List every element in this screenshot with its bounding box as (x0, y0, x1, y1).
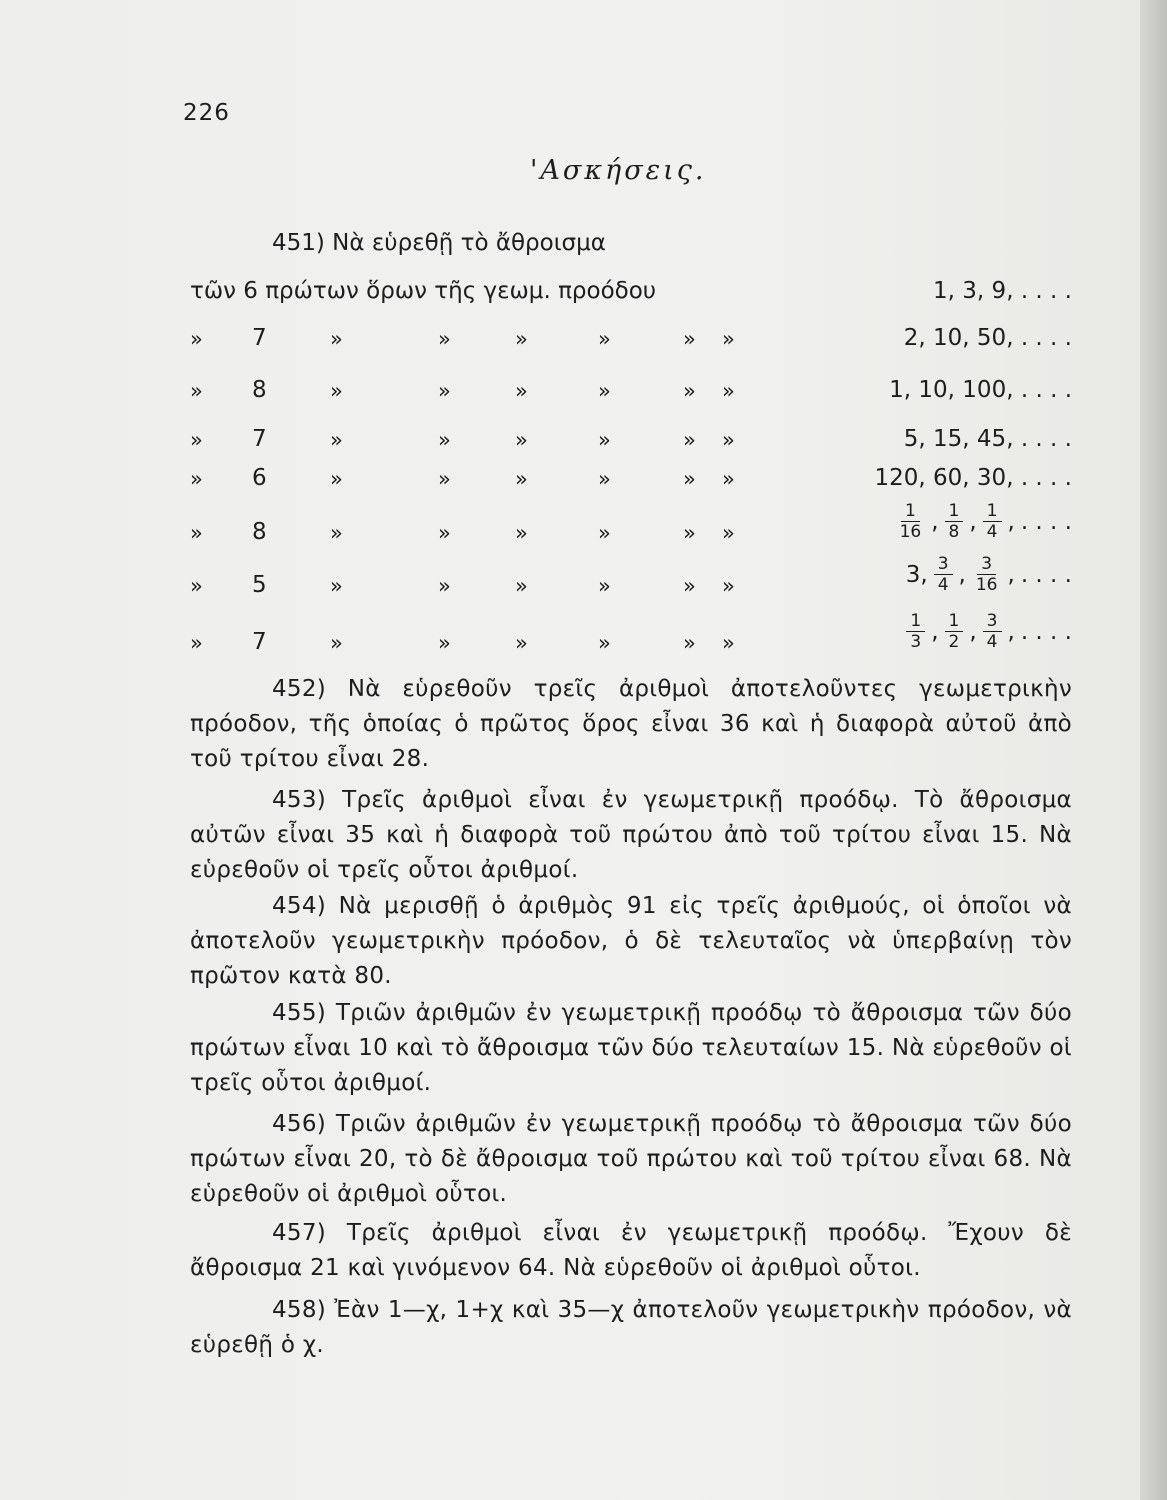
page-number: 226 (183, 100, 230, 126)
exercise-453-text: 453) Τρεῖς ἀριθμοὶ εἶναι ἐν γεωμετρικῇ προόδῳ. Τὸ ἄθροισμα αὐτῶν εἶναι 35 καὶ ἡ διαφορὰ τοῦ πρώτου ἀπὸ τοῦ τρίτου εἶναι 15. Νὰ εὑρεθοῦν οἱ τρεῖς οὗτοι ἀριθμοί. (190, 787, 1072, 883)
ditto-mark: » (598, 521, 611, 545)
exercise-451-first-line: τῶν 6 πρώτων ὅρων τῆς γεωμ. προόδου (190, 278, 657, 304)
ditto-mark: » (190, 428, 203, 452)
exercise-458 (190, 1293, 1072, 1363)
fraction-denominator: 3 (910, 632, 922, 652)
ditto-mark: » (683, 379, 696, 403)
row-term-count: 7 (252, 629, 267, 655)
ditto-mark: » (438, 467, 451, 491)
ditto-mark: » (438, 574, 451, 598)
exercise-455-text: 455) Τριῶν ἀριθμῶν ἐν γεωμετρικῇ προόδῳ τὸ ἄθροισμα τῶν δύο πρώτων εἶναι 10 καὶ τὸ ἄθροισμα τῶν δύο τελευταίων 15. Νὰ εὑρεθοῦν οἱ τρεῖς οὗτοι ἀριθμοί. (190, 1000, 1072, 1096)
progression-fraction-values (896, 501, 1072, 542)
progression-fraction-values (906, 554, 1072, 595)
fraction (972, 554, 1002, 595)
comma: , (969, 508, 977, 535)
comma: , (1007, 561, 1015, 588)
exercise-453 (190, 783, 1072, 888)
ditto-mark: » (330, 379, 343, 403)
fraction-numerator: 1 (983, 501, 1002, 522)
ditto-mark: » (330, 574, 343, 598)
fraction-numerator: 1 (906, 611, 925, 632)
ditto-mark: » (190, 467, 203, 491)
ditto-mark: » (190, 327, 203, 351)
exercise-452-text: 452) Νὰ εὑρεθοῦν τρεῖς ἀριθμοὶ ἀποτελοῦντες γεωμετρικὴν πρόοδον, τῆς ὁποίας ὁ πρῶτος ὅρος εἶναι 36 καὶ ἡ διαφορὰ αὐτοῦ ἀπὸ τοῦ τρίτου εἶναι 28. (190, 676, 1072, 772)
fraction-denominator: 16 (975, 575, 998, 595)
exercise-454 (190, 889, 1072, 994)
ditto-mark: » (330, 521, 343, 545)
section-title: 'Ασκήσεις. (530, 155, 707, 186)
exercise-456 (190, 1107, 1072, 1212)
ditto-mark: » (722, 574, 735, 598)
row-term-count: 7 (252, 426, 267, 452)
ditto-mark: » (515, 521, 528, 545)
comma: , (958, 561, 966, 588)
exercise-451-first-values: 1, 3, 9, . . . . (933, 278, 1072, 304)
fraction-denominator: 16 (899, 522, 922, 542)
fraction (906, 611, 925, 652)
page-edge-shadow (1140, 0, 1167, 1500)
ditto-mark: » (438, 428, 451, 452)
row-term-count: 7 (252, 325, 267, 351)
fraction-denominator: 8 (948, 522, 960, 542)
ditto-mark: » (515, 379, 528, 403)
comma: , (1007, 508, 1015, 535)
ditto-mark: » (683, 521, 696, 545)
ditto-mark: » (515, 574, 528, 598)
exercise-457 (190, 1216, 1072, 1286)
comma: , (931, 508, 939, 535)
ditto-mark: » (515, 467, 528, 491)
comma: , (969, 618, 977, 645)
progression-values: 2, 10, 50, . . . . (903, 325, 1072, 351)
ditto-mark: » (683, 428, 696, 452)
row-term-count: 5 (252, 572, 267, 598)
exercise-458-text: 458) Ἐὰν 1—χ, 1+χ καὶ 35—χ ἀποτελοῦν γεωμετρικὴν πρόοδον, νὰ εὑρεθῇ ὁ χ. (190, 1297, 1072, 1358)
fraction (983, 611, 1002, 652)
ditto-mark: » (683, 631, 696, 655)
ditto-mark: » (438, 521, 451, 545)
ditto-mark: » (598, 327, 611, 351)
ditto-mark: » (515, 631, 528, 655)
fraction (983, 501, 1002, 542)
ditto-mark: » (515, 327, 528, 351)
ditto-mark: » (598, 379, 611, 403)
exercise-454-text: 454) Νὰ μερισθῇ ὁ ἀριθμὸς 91 εἰς τρεῖς ἀριθμούς, οἱ ὁποῖοι νὰ ἀποτελοῦν γεωμετρικὴν πρόοδον, ὁ δὲ τελευταῖος νὰ ὑπερβαίνῃ τὸν πρῶτον κατὰ 80. (190, 893, 1072, 989)
exercise-457-text: 457) Τρεῖς ἀριθμοὶ εἶναι ἐν γεωμετρικῇ προόδῳ. Ἔχουν δὲ ἄθροισμα 21 καὶ γινόμενον 64. Νὰ εὑρεθοῦν οἱ ἀριθμοὶ οὗτοι. (190, 1220, 1072, 1281)
fraction-denominator: 2 (948, 632, 960, 652)
ditto-mark: » (330, 428, 343, 452)
ditto-mark: » (722, 379, 735, 403)
fraction (896, 501, 926, 542)
comma: , (931, 618, 939, 645)
ditto-mark: » (598, 467, 611, 491)
fraction-denominator: 4 (986, 522, 998, 542)
ditto-mark: » (683, 574, 696, 598)
progression-values: 5, 15, 45, . . . . (903, 426, 1072, 452)
ditto-mark: » (683, 467, 696, 491)
ditto-mark: » (190, 574, 203, 598)
ditto-mark: » (330, 327, 343, 351)
ditto-mark: » (722, 327, 735, 351)
ditto-mark: » (722, 467, 735, 491)
leading-term: 3, (905, 561, 928, 588)
fraction-numerator: 3 (983, 611, 1002, 632)
ditto-mark: » (190, 379, 203, 403)
ditto-mark: » (722, 521, 735, 545)
ditto-mark: » (598, 574, 611, 598)
ditto-mark: » (598, 428, 611, 452)
ditto-mark: » (330, 467, 343, 491)
fraction-denominator: 4 (937, 575, 949, 595)
comma: , (1007, 618, 1015, 645)
ditto-mark: » (515, 428, 528, 452)
ellipsis: . . . . (1020, 618, 1072, 645)
fraction-numerator: 1 (901, 501, 920, 522)
fraction-denominator: 4 (986, 632, 998, 652)
exercise-452 (190, 672, 1072, 777)
ditto-mark: » (438, 327, 451, 351)
ditto-mark: » (190, 521, 203, 545)
exercise-456-text: 456) Τριῶν ἀριθμῶν ἐν γεωμετρικῇ προόδῳ τὸ ἄθροισμα τῶν δύο πρώτων εἶναι 20, τὸ δὲ ἄθροισμα τοῦ πρώτου καὶ τοῦ τρίτου εἶναι 68. Νὰ εὑρεθοῦν οἱ ἀριθμοὶ οὗτοι. (190, 1111, 1072, 1207)
fraction (934, 554, 953, 595)
fraction-numerator: 1 (945, 501, 964, 522)
ditto-mark: » (438, 631, 451, 655)
ditto-mark: » (190, 631, 203, 655)
fraction (945, 501, 964, 542)
fraction-numerator: 1 (945, 611, 964, 632)
ditto-mark: » (330, 631, 343, 655)
fraction (945, 611, 964, 652)
fraction-numerator: 3 (977, 554, 996, 575)
row-term-count: 8 (252, 377, 267, 403)
ditto-mark: » (438, 379, 451, 403)
progression-fraction-values (906, 611, 1072, 652)
row-term-count: 6 (252, 465, 267, 491)
progression-values: 1, 10, 100, . . . . (889, 377, 1072, 403)
ellipsis: . . . . (1020, 508, 1072, 535)
ellipsis: . . . . (1020, 561, 1072, 588)
ditto-mark: » (598, 631, 611, 655)
fraction-numerator: 3 (934, 554, 953, 575)
progression-values: 120, 60, 30, . . . . (874, 465, 1072, 491)
ditto-mark: » (683, 327, 696, 351)
exercise-455 (190, 996, 1072, 1101)
ditto-mark: » (722, 631, 735, 655)
row-term-count: 8 (252, 519, 267, 545)
ditto-mark: » (722, 428, 735, 452)
exercise-451-intro: 451) Νὰ εὑρεθῇ τὸ ἄθροισμα (272, 230, 606, 256)
